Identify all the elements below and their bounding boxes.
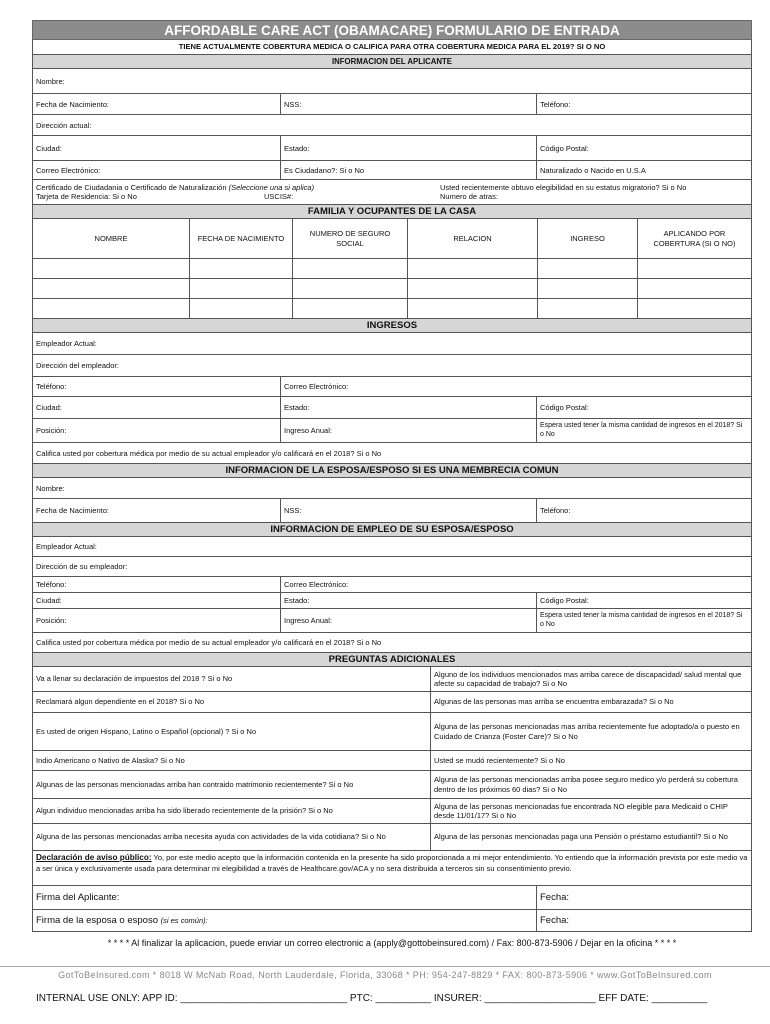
citizen-question[interactable]: Es Ciudadano?: Si o No xyxy=(281,161,537,179)
question-dependents[interactable]: Reclamará algun dependiente en el 2018? Si o No xyxy=(33,692,431,712)
certificate-label: Certificado de Ciudadania o Certificado de Naturalización xyxy=(36,182,227,192)
family-col-ssn: NUMERO DE SEGURO SOCIAL xyxy=(293,219,408,258)
certificate-block[interactable] xyxy=(33,180,437,204)
question-taxes[interactable]: Va a llenar su declaración de impuestos del 2018 ? Si o No xyxy=(33,667,431,691)
migratory-block[interactable] xyxy=(437,180,751,204)
applicant-city-field[interactable]: Ciudad: xyxy=(33,136,281,160)
questions-header: PREGUNTAS ADICIONALES xyxy=(32,653,752,667)
question-married[interactable]: Algunas de las personas mencionadas arriba han contraido matrimonio recientemente? Si o No xyxy=(33,771,431,798)
spouse-employer-state-field[interactable]: Estado: xyxy=(281,593,537,608)
question-lose-coverage[interactable]: Alguna de las personas mencionadas arriba posee seguro medico y/o perderá su cobertura dentro de los próximos 60 dias? Si o No xyxy=(434,775,738,794)
company-footer: GotToBeInsured.com * 8018 W McNab Road, North Lauderdale, Florida, 33068 * PH: 954-247-8829 * FAX: 800-873-5906 * www.GotToBeInsured.com xyxy=(0,966,770,980)
family-col-coverage: APLICANDO POR COBERTURA (SI O NO) xyxy=(653,229,736,248)
spouse-employer-field[interactable]: Empleador Actual: xyxy=(36,542,97,551)
applicant-signature-date[interactable]: Fecha: xyxy=(540,892,570,903)
question-pregnant[interactable]: Algunas de las personas mas arriba se encuentra embarazada? Si o No xyxy=(434,697,674,707)
spouse-dob-field[interactable]: Fecha de Nacimiento: xyxy=(33,499,281,522)
question-moved[interactable]: Usted se mudó recientemente? Si o No xyxy=(434,755,565,765)
public-notice-label: Declaración de aviso público: xyxy=(36,853,152,862)
employer-address-field[interactable]: Dirección del empleador: xyxy=(36,361,119,370)
family-header: FAMILIA Y OCUPANTES DE LA CASA xyxy=(32,205,752,219)
spouse-ssn-field[interactable]: NSS: xyxy=(281,499,537,522)
spouse-phone-field[interactable]: Teléfono: xyxy=(540,506,571,515)
spouse-signature-date[interactable]: Fecha: xyxy=(540,915,570,926)
naturalized-question[interactable]: Naturalizado o Nacido en U.S.A xyxy=(540,165,646,175)
applicant-header: INFORMACION DEL APLICANTE xyxy=(32,55,752,69)
question-hispanic[interactable]: Es usted de origen Hispano, Latino o Español (opcional) ? Si o No xyxy=(33,713,431,750)
employer-email-field[interactable]: Correo Electrónico: xyxy=(284,382,349,391)
applicant-state-field[interactable]: Estado: xyxy=(281,136,537,160)
question-pension[interactable]: Alguna de las personas mencionadas paga una Pensión o préstamo estudiantil? Si o No xyxy=(434,832,728,842)
spouse-header: INFORMACION DE LA ESPOSA/ESPOSO SI ES UNA MEMBRECIA COMUN xyxy=(32,464,752,478)
income-header: INGRESOS xyxy=(32,319,752,333)
family-col-relation: RELACION xyxy=(408,219,538,258)
question-row xyxy=(32,713,752,751)
question-prison[interactable]: Algun individuo mencionadas arriba ha sido liberado recientemente de la prisión? Si o No xyxy=(33,799,431,823)
applicant-signature-field[interactable]: Firma del Aplicante: xyxy=(33,886,537,909)
spouse-employer-coverage-question[interactable]: Califica usted por cobertura médica por medio de su actual empleador y/o calificará en el 2018? Si o No xyxy=(36,638,382,647)
spouse-signature-note: (si es común): xyxy=(160,916,208,925)
spouse-employer-phone-field[interactable]: Teléfono: xyxy=(33,577,281,592)
employer-zip-field[interactable]: Código Postal: xyxy=(540,403,589,412)
migratory-status-question[interactable]: Usted recientemente obtuvo elegibilidad en su estatus migratorio? Si o No xyxy=(440,182,687,192)
family-col-income: INGRESO xyxy=(538,219,638,258)
family-col-dob: FECHA DE NACIMIENTO xyxy=(190,219,293,258)
coverage-question[interactable]: TIENE ACTUALMENTE COBERTURA MEDICA O CALIFICA PARA OTRA COBERTURA MEDICA PARA EL 2019? SI O NO xyxy=(32,40,752,55)
applicant-ssn-field[interactable]: NSS: xyxy=(281,94,537,114)
question-row xyxy=(32,824,752,851)
applicant-zip-field[interactable]: Código Postal: xyxy=(540,143,589,153)
question-row xyxy=(32,692,752,713)
spouse-position-field[interactable]: Posición: xyxy=(33,609,281,632)
spouse-employer-city-field[interactable]: Ciudad: xyxy=(33,593,281,608)
certificate-note: (Seleccione una si aplica) xyxy=(228,182,315,192)
public-notice-text: Yo, por este medio acepto que la información contenida en la presente ha sido proporcionada a mi mejor entendimiento. Yo entiendo que la información prevista por este medio va a ser única y exclusivamente usada para determinar mi elegibilidad a través de Healthcare.gov/ACA y no sera distribuida a terceros sin su consentimiento previo. xyxy=(36,853,748,873)
spouse-employer-zip-field[interactable]: Código Postal: xyxy=(540,596,589,605)
applicant-dob-field[interactable]: Fecha de Nacimiento: xyxy=(33,94,281,114)
same-income-question[interactable]: Espera usted tener la misma cantidad de ingresos en el 2018? Si o No xyxy=(540,421,743,438)
resident-card-question[interactable]: Tarjeta de Residencia: Si o No xyxy=(36,192,137,201)
spouse-name-field[interactable]: Nombre: xyxy=(36,483,65,493)
family-col-name: NOMBRE xyxy=(33,219,190,258)
back-number-field[interactable]: Numero de atras: xyxy=(440,192,498,201)
spouse-signature-field[interactable] xyxy=(33,910,537,931)
employer-state-field[interactable]: Estado: xyxy=(281,397,537,418)
family-row[interactable] xyxy=(32,259,752,279)
question-native[interactable]: Indio Americano o Nativo de Alaska? Si o No xyxy=(33,751,431,770)
question-disability[interactable]: Alguno de los individuos mencionados mas arriba carece de discapacidad/ salud mental que afecte su capacidad de trabajo? Si o No xyxy=(434,669,742,688)
question-row xyxy=(32,771,752,799)
question-daily-help[interactable]: Alguna de las personas mencionadas arriba necesita ayuda con actividades de la vida cotidiana? Si o No xyxy=(33,824,431,850)
employer-city-field[interactable]: Ciudad: xyxy=(33,397,281,418)
applicant-name-field[interactable]: Nombre: xyxy=(36,76,65,86)
annual-income-field[interactable]: Ingreso Anual: xyxy=(281,419,537,442)
spouse-same-income-question[interactable]: Espera usted tener la misma cantidad de ingresos en el 2018? Si o No xyxy=(540,611,743,628)
spouse-annual-income-field[interactable]: Ingreso Anual: xyxy=(281,609,537,632)
uscis-field[interactable]: USCIS#: xyxy=(264,192,294,201)
intake-form xyxy=(32,20,752,948)
question-row xyxy=(32,799,752,824)
submission-instructions: * * * * Al finalizar la aplicacion, puede enviar un correo electronic a (apply@gottobeinsured.com) / Fax: 800-873-5906 / Dejar en la oficina * * * * xyxy=(107,938,677,948)
internal-use-line: INTERNAL USE ONLY: APP ID: ______________________________ PTC: __________ INSURER: ____________________ EFF DATE: __________ xyxy=(36,993,708,1004)
family-row[interactable] xyxy=(32,279,752,299)
spouse-employer-address-field[interactable]: Dirección de su empleador: xyxy=(36,562,128,571)
employer-coverage-question[interactable]: Califica usted por cobertura médica por medio de su actual empleador y/o calificará en el 2018? Si o No xyxy=(36,448,382,458)
family-row[interactable] xyxy=(32,299,752,319)
spouse-employer-email-field[interactable]: Correo Electrónico: xyxy=(284,580,349,589)
spouse-employment-header: INFORMACION DE EMPLEO DE SU ESPOSA/ESPOSO xyxy=(32,523,752,537)
spouse-signature-label: Firma de la esposa o esposo xyxy=(36,915,158,926)
public-notice xyxy=(32,851,752,886)
question-row xyxy=(32,751,752,771)
applicant-phone-field[interactable]: Teléfono: xyxy=(540,99,571,109)
employer-phone-field[interactable]: Teléfono: xyxy=(33,377,281,396)
applicant-email-field[interactable]: Correo Electrónico: xyxy=(33,161,281,179)
form-title: AFFORDABLE CARE ACT (OBAMACARE) FORMULARIO DE ENTRADA xyxy=(32,20,752,40)
question-medicaid[interactable]: Alguna de las personas mencionadas fue encontrada NO elegible para Medicaid o CHIP desde 11/01/17? Si o No xyxy=(434,801,728,820)
position-field[interactable]: Posición: xyxy=(33,419,281,442)
employer-field[interactable]: Empleador Actual: xyxy=(36,339,97,348)
question-adopted[interactable]: Alguna de las personas mencionadas mas arriba recientemente fue adoptado/a o puesto en Cuidado de Crianza (Foster Care)? Si o No xyxy=(434,722,740,741)
applicant-address-field[interactable]: Dirección actual: xyxy=(36,120,92,130)
question-row xyxy=(32,667,752,692)
